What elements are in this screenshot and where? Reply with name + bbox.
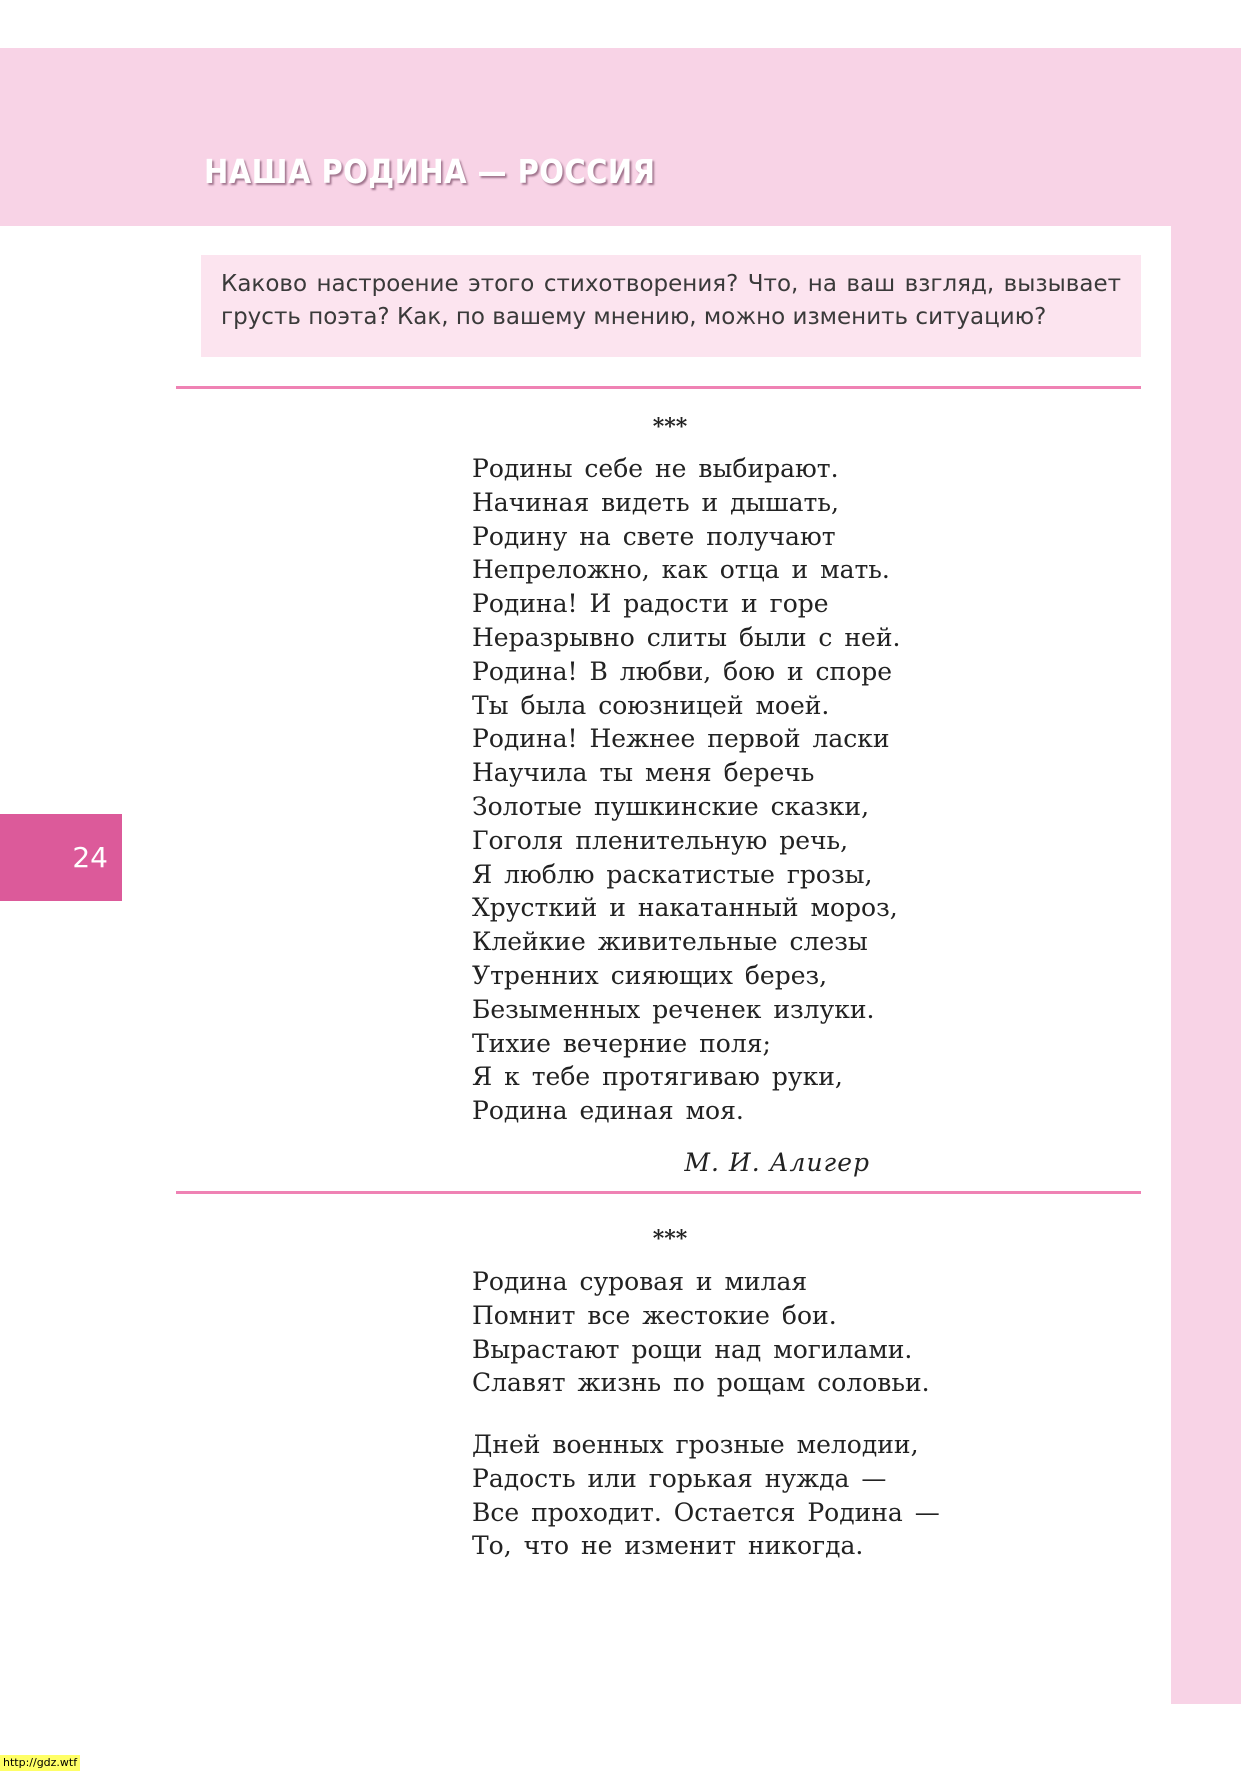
header-band (0, 48, 1241, 226)
poem-line: Родина! Нежнее первой ласки (472, 724, 890, 754)
poem-line: Неразрывно слиты были с ней. (472, 622, 901, 652)
poem-2-stanza-2 (472, 1428, 940, 1563)
poem-line: Родина! В любви, бою и споре (472, 656, 893, 686)
poem-line: Гоголя пленительную речь, (472, 825, 849, 855)
poem-asterisks: *** (652, 1226, 688, 1252)
poem-author: М. И. Алигер (684, 1148, 870, 1177)
poem-line: Я к тебе протягиваю руки, (472, 1062, 843, 1092)
poem-line: Все проходит. Остается Родина — (472, 1497, 940, 1527)
poem-line: Утренних сияющих берез, (472, 960, 828, 990)
poem-line: Родина суровая и милая (472, 1267, 808, 1296)
poem-line: Родина! И радости и горе (472, 589, 829, 619)
poem-line: Родина единая моя. (472, 1096, 744, 1126)
poem-line: Славят жизнь по рощам соловьи. (472, 1368, 930, 1398)
poem-1 (472, 452, 900, 1128)
page-number: 24 (72, 841, 108, 874)
poem-line: Вырастают рощи над могилами. (472, 1334, 913, 1364)
poem-line: Научила ты меня беречь (472, 758, 815, 788)
poem-line: Клейкие живительные слезы (472, 927, 868, 957)
poem-line: Я люблю раскатистые грозы, (472, 859, 873, 889)
question-text: Каково настроение этого стихотворения? Что, на ваш взгляд, вызывает грусть поэта? Как, по вашему мнению, можно изменить ситуацию? (221, 271, 1121, 330)
poem-line: Хрусткий и накатанный мороз, (472, 893, 898, 923)
page-title: НАША РОДИНА — РОССИЯ (204, 152, 656, 191)
divider-middle (176, 1191, 1141, 1194)
poem-line: Родины себе не выбирают. (472, 454, 839, 483)
poem-line: Родину на свете получают (472, 521, 836, 551)
question-box (201, 255, 1141, 357)
poem-line: Золотые пушкинские сказки, (472, 791, 870, 821)
poem-line: Начиная видеть и дышать, (472, 487, 839, 517)
poem-line: Помнит все жестокие бои. (472, 1300, 837, 1330)
divider-top (176, 386, 1141, 389)
poem-line: Тихие вечерние поля; (472, 1028, 771, 1058)
poem-line: Непреложно, как отца и мать. (472, 555, 890, 585)
page-number-tab (0, 814, 122, 901)
poem-line: Безыменных реченек излуки. (472, 994, 875, 1024)
right-margin-strip (1171, 226, 1241, 1704)
poem-2-stanza-1 (472, 1265, 930, 1400)
poem-line: Ты была союзницей моей. (472, 690, 830, 720)
poem-line: Радость или горькая нужда — (472, 1463, 887, 1493)
source-link[interactable]: http://gdz.wtf (0, 1755, 80, 1771)
poem-line: Дней военных грозные мелодии, (472, 1430, 919, 1459)
poem-asterisks: *** (652, 414, 688, 440)
poem-line: То, что не изменит никогда. (472, 1531, 864, 1561)
